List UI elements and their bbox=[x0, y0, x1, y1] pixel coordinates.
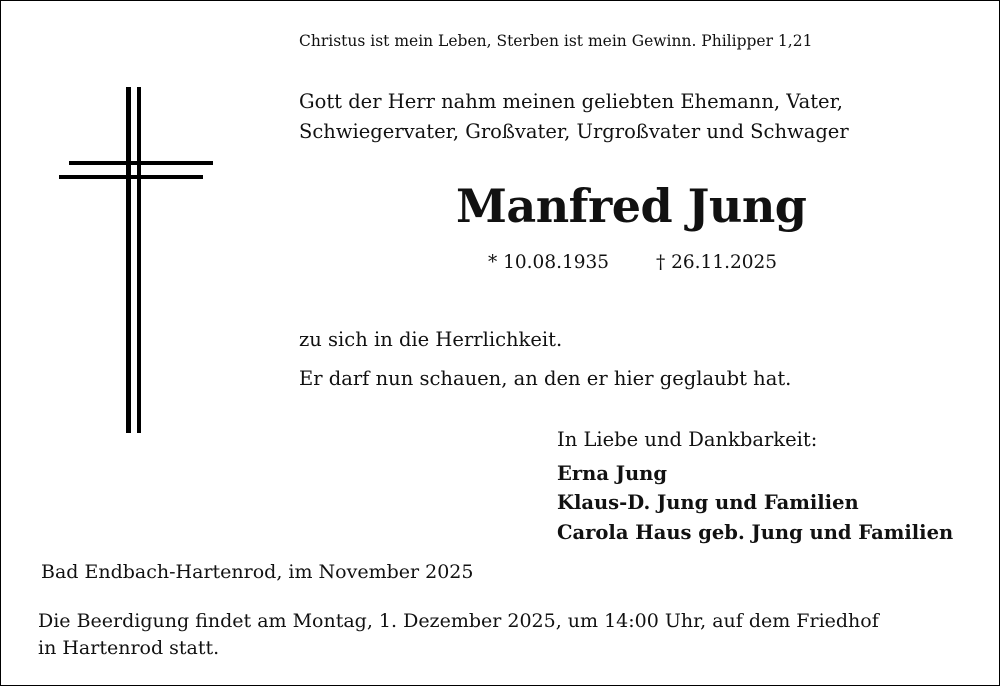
cross-icon bbox=[59, 87, 219, 437]
text-line-2: Er darf nun schauen, an den er hier geglaubt hat. bbox=[299, 367, 792, 390]
signoff: In Liebe und Dankbarkeit: bbox=[557, 428, 818, 451]
birth-date: * 10.08.1935 bbox=[488, 252, 610, 273]
death-date: † 26.11.2025 bbox=[656, 252, 778, 273]
funeral-line-2: in Hartenrod statt. bbox=[38, 637, 220, 659]
mourner-name: Carola Haus geb. Jung und Familien bbox=[557, 521, 954, 544]
mourner-name: Klaus-D. Jung und Familien bbox=[557, 491, 859, 514]
mourner-name: Erna Jung bbox=[557, 462, 667, 485]
deceased-name: Manfred Jung bbox=[456, 179, 807, 233]
funeral-line-1: Die Beerdigung findet am Montag, 1. Dezember 2025, um 14:00 Uhr, auf dem Friedhof bbox=[38, 610, 879, 632]
bible-verse: Christus ist mein Leben, Sterben ist mein Gewinn. Philipper 1,21 bbox=[299, 32, 813, 50]
funeral-info bbox=[38, 608, 898, 662]
intro-text bbox=[299, 87, 849, 147]
place-date: Bad Endbach-Hartenrod, im November 2025 bbox=[41, 561, 474, 583]
text-line-1: zu sich in die Herrlichkeit. bbox=[299, 328, 563, 351]
intro-line-1: Gott der Herr nahm meinen geliebten Ehemann, Vater, bbox=[299, 90, 843, 113]
intro-line-2: Schwiegervater, Großvater, Urgroßvater und Schwager bbox=[299, 120, 849, 143]
